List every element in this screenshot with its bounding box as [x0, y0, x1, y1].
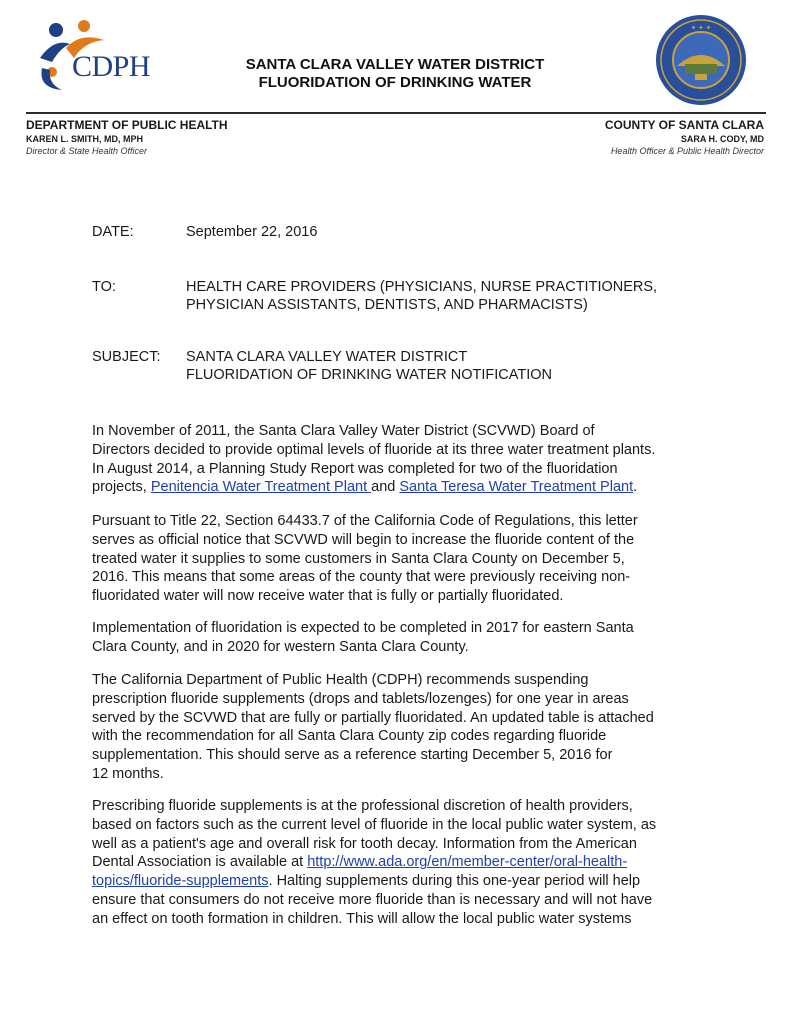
page-title — [200, 56, 590, 92]
p2-line: 2016. This means that some areas of the county that were previously receiving non- — [92, 569, 631, 586]
p1-line: In August 2014, a Planning Study Report was completed for two of the fluoridation — [92, 460, 618, 477]
right-sender-block — [605, 118, 764, 157]
p1-text: . — [633, 479, 638, 496]
p4-line: 12 months. — [92, 765, 164, 782]
subject-line-2: FLUORIDATION OF DRINKING WATER NOTIFICATION — [186, 367, 552, 383]
to-label: TO: — [92, 279, 116, 295]
header-divider — [26, 112, 766, 114]
paragraph-1 — [92, 422, 704, 497]
p5-line: ensure that consumers do not receive more fluoride than is necessary and will not have — [92, 891, 653, 908]
to-value-line-1: HEALTH CARE PROVIDERS (PHYSICIANS, NURSE PRACTITIONERS, — [186, 279, 658, 295]
left-sender-title: Director & State Health Officer — [26, 146, 148, 156]
cdph-logo-text: CDPH — [72, 50, 151, 83]
p1-text: projects, — [92, 479, 151, 496]
p3-line: Clara County, and in 2020 for western Santa Clara County. — [92, 638, 469, 655]
title-line-1: SANTA CLARA VALLEY WATER DISTRICT — [245, 56, 545, 73]
p5-line: based on factors such as the current level of fluoride in the local public water system, as — [92, 816, 657, 833]
p5-text: . Halting supplements during this one-year period will help — [268, 873, 641, 890]
p1-text: and — [371, 479, 400, 496]
p5-line — [92, 872, 704, 891]
right-sender-title: Health Officer & Public Health Director — [610, 146, 764, 156]
subject-line-1: SANTA CLARA VALLEY WATER DISTRICT — [186, 349, 468, 365]
p5-line: Prescribing fluoride supplements is at the professional discretion of health providers, — [92, 798, 633, 814]
p1-line — [92, 478, 704, 497]
ada-link-part-1[interactable]: http://www.ada.org/en/member-center/oral-health- — [307, 854, 628, 871]
date-label: DATE: — [92, 224, 134, 240]
p1-line: In November of 2011, the Santa Clara Valley Water District (SCVWD) Board of — [92, 423, 595, 439]
paragraph-2 — [92, 512, 704, 606]
county-seal-icon — [655, 14, 747, 106]
p5-line: an effect on tooth formation in children. This will allow the local public water systems — [92, 910, 632, 927]
p4-line: prescription fluoride supplements (drops and tablets/lozenges) for one year in areas — [92, 690, 629, 707]
p2-line: serves as official notice that SCVWD will begin to increase the fluoride content of the — [92, 531, 635, 548]
left-sender-block — [26, 118, 228, 157]
p3-line: Implementation of fluoridation is expected to be completed in 2017 for eastern Santa — [92, 620, 634, 636]
right-sender-name: SARA H. CODY, MD — [680, 134, 764, 144]
title-line-2: FLUORIDATION OF DRINKING WATER — [258, 74, 532, 91]
p5-line — [92, 853, 704, 872]
penitencia-plant-link[interactable]: Penitencia Water Treatment Plant — [150, 479, 372, 496]
svg-text:✦ ✦ ✦: ✦ ✦ ✦ — [690, 24, 712, 32]
paragraph-3 — [92, 619, 704, 657]
subject-label: SUBJECT: — [92, 349, 161, 365]
paragraph-5 — [92, 797, 704, 929]
santa-teresa-plant-link[interactable]: Santa Teresa Water Treatment Plant — [399, 479, 634, 496]
p4-line: supplementation. This should serve as a reference starting December 5, 2016 for — [92, 747, 613, 764]
right-department: COUNTY OF SANTA CLARA — [604, 118, 764, 132]
p4-line: served by the SCVWD that are fully or partially fluoridated. An updated table is attached — [92, 709, 654, 726]
county-seal — [655, 14, 747, 106]
p1-line: Directors decided to provide optimal levels of fluoride at its three water treatment plants. — [92, 441, 656, 458]
ada-link-part-2[interactable]: topics/fluoride-supplements — [92, 873, 269, 890]
date-value: September 22, 2016 — [186, 224, 318, 240]
to-value-line-2: PHYSICIAN ASSISTANTS, DENTISTS, AND PHARMACISTS) — [186, 297, 588, 313]
left-department: DEPARTMENT OF PUBLIC HEALTH — [26, 118, 228, 132]
p5-line: well as a patient's age and overall risk for tooth decay. Information from the American — [92, 835, 637, 852]
p4-line: with the recommendation for all Santa Clara County zip codes regarding fluoride — [92, 728, 607, 745]
p4-line: The California Department of Public Health (CDPH) recommends suspending — [92, 672, 589, 688]
p2-line: fluoridated water will now receive water that is fully or partially fluoridated. — [92, 588, 564, 605]
p5-text: Dental Association is available at — [92, 854, 308, 871]
paragraph-4 — [92, 671, 704, 784]
p2-line: Pursuant to Title 22, Section 64433.7 of the California Code of Regulations, this letter — [92, 513, 638, 529]
left-sender-name: KAREN L. SMITH, MD, MPH — [26, 134, 143, 144]
p2-line: treated water it supplies to some customers in Santa Clara County on December 5, — [92, 550, 625, 567]
